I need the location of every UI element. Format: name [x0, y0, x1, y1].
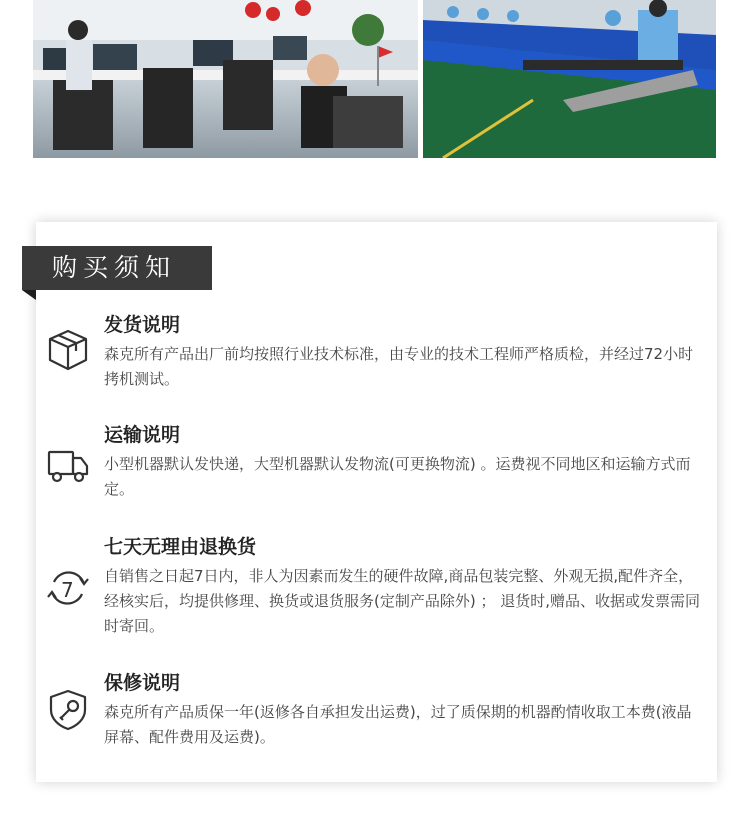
- box-icon: [46, 328, 90, 372]
- wrench-shield-icon: [46, 688, 90, 732]
- svg-text:7: 7: [61, 578, 74, 602]
- section-heading: 发货说明: [104, 314, 181, 336]
- section-body: 森克所有产品出厂前均按照行业技术标准，由专业的技术工程师严格质检，并经过72小时拷机测试。: [104, 345, 694, 388]
- section-body: 自销售之日起7日内，非人为因素而发生的硬件故障,商品包装完整、外观无损,配件齐全，经核实后，均提供修理、换货或退货服务(定制产品除外) ； 退货时,赠品、收据或发票需同时寄回。: [104, 567, 701, 635]
- office-photo: [33, 0, 418, 158]
- factory-photo: [423, 0, 716, 158]
- section-heading: 运输说明: [104, 424, 181, 446]
- purchase-notice-card: [36, 222, 717, 782]
- section-body: 小型机器默认发快递，大型机器默认发物流(可更换物流) 。运费视不同地区和运输方式而定。: [104, 455, 691, 498]
- section-heading: 保修说明: [104, 672, 181, 694]
- seven-day-return-icon: [46, 566, 90, 610]
- photo-strip: [0, 0, 750, 158]
- truck-icon: [46, 444, 90, 488]
- page-title: 购买须知: [52, 253, 177, 282]
- section-body: 森克所有产品质保一年(返修各自承担发出运费)，过了质保期的机器酌情收取工本费(液晶屏幕、配件费用及运费)。: [104, 703, 692, 746]
- notice-title-banner: [22, 246, 212, 290]
- section-heading: 七天无理由退换货: [104, 536, 257, 558]
